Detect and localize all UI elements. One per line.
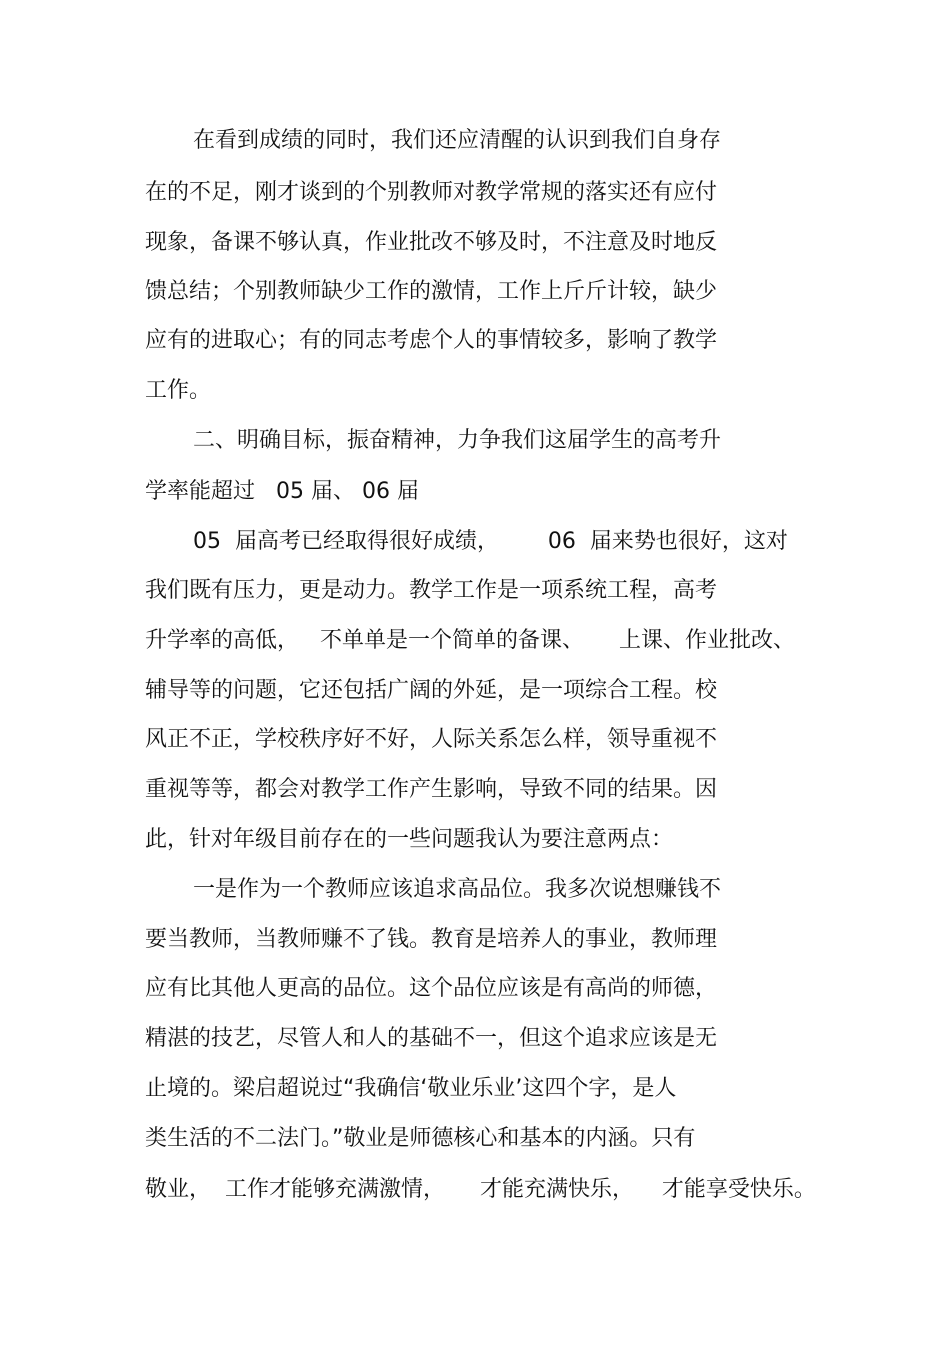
paragraph-1-line-2: 在的不足，刚才谈到的个别教师对教学常规的落实还有应付 xyxy=(145,180,718,205)
paragraph-2-line-5: 风正不正，学校秩序好不好，人际关系怎么样，领导重视不 xyxy=(145,727,718,752)
paragraph-3-line-6: 类生活的不二法门。”敬业是师德核心和基本的内涵。只有 xyxy=(145,1126,696,1151)
paragraph-1-line-5: 应有的进取心；有的同志考虑个人的事情较多，影响了教学 xyxy=(145,328,718,353)
paragraph-2-line-7: 此，针对年级目前存在的一些问题我认为要注意两点： xyxy=(145,827,674,852)
paragraph-3-line-1: 一是作为一个教师应该追求高品位。我多次说想赚钱不 xyxy=(193,877,722,902)
section-heading-line-1: 二、明确目标，振奋精神，力争我们这届学生的高考升 xyxy=(193,428,722,453)
paragraph-3-line-3: 应有比其他人更高的品位。这个品位应该是有高尚的师德， xyxy=(145,976,718,1001)
paragraph-2-line-4: 辅导等的问题，它还包括广阔的外延，是一项综合工程。校 xyxy=(145,678,718,703)
paragraph-3-line-4: 精湛的技艺，尽管人和人的基础不一，但这个追求应该是无 xyxy=(145,1026,718,1051)
paragraph-1-line-6: 工作。 xyxy=(145,378,212,403)
paragraph-3-line-7: 敬业， 工作才能够充满激情， 才能充满快乐， 才能享受快乐。 xyxy=(145,1177,816,1202)
paragraph-3-line-5: 止境的。梁启超说过“我确信‘敬业乐业’这四个字，是人 xyxy=(145,1076,677,1101)
paragraph-2-line-3: 升学率的高低， 不单单是一个简单的备课、 上课、作业批改、 xyxy=(145,628,795,653)
paragraph-1-line-1: 在看到成绩的同时，我们还应清醒的认识到我们自身存 xyxy=(193,128,722,153)
section-heading-line-2: 学率能超过 05 届、 06 届 xyxy=(145,479,419,504)
paragraph-2-line-6: 重视等等，都会对教学工作产生影响，导致不同的结果。因 xyxy=(145,777,718,802)
paragraph-2-line-2: 我们既有压力，更是动力。教学工作是一项系统工程，高考 xyxy=(145,578,718,603)
paragraph-1-line-3: 现象，备课不够认真，作业批改不够及时，不注意及时地反 xyxy=(145,230,718,255)
paragraph-3-line-2: 要当教师，当教师赚不了钱。教育是培养人的事业，教师理 xyxy=(145,927,718,952)
paragraph-1-line-4: 馈总结；个别教师缺少工作的激情，工作上斤斤计较，缺少 xyxy=(145,279,718,304)
paragraph-2-line-1: 05 届高考已经取得很好成绩， 06 届来势也很好，这对 xyxy=(193,529,788,554)
